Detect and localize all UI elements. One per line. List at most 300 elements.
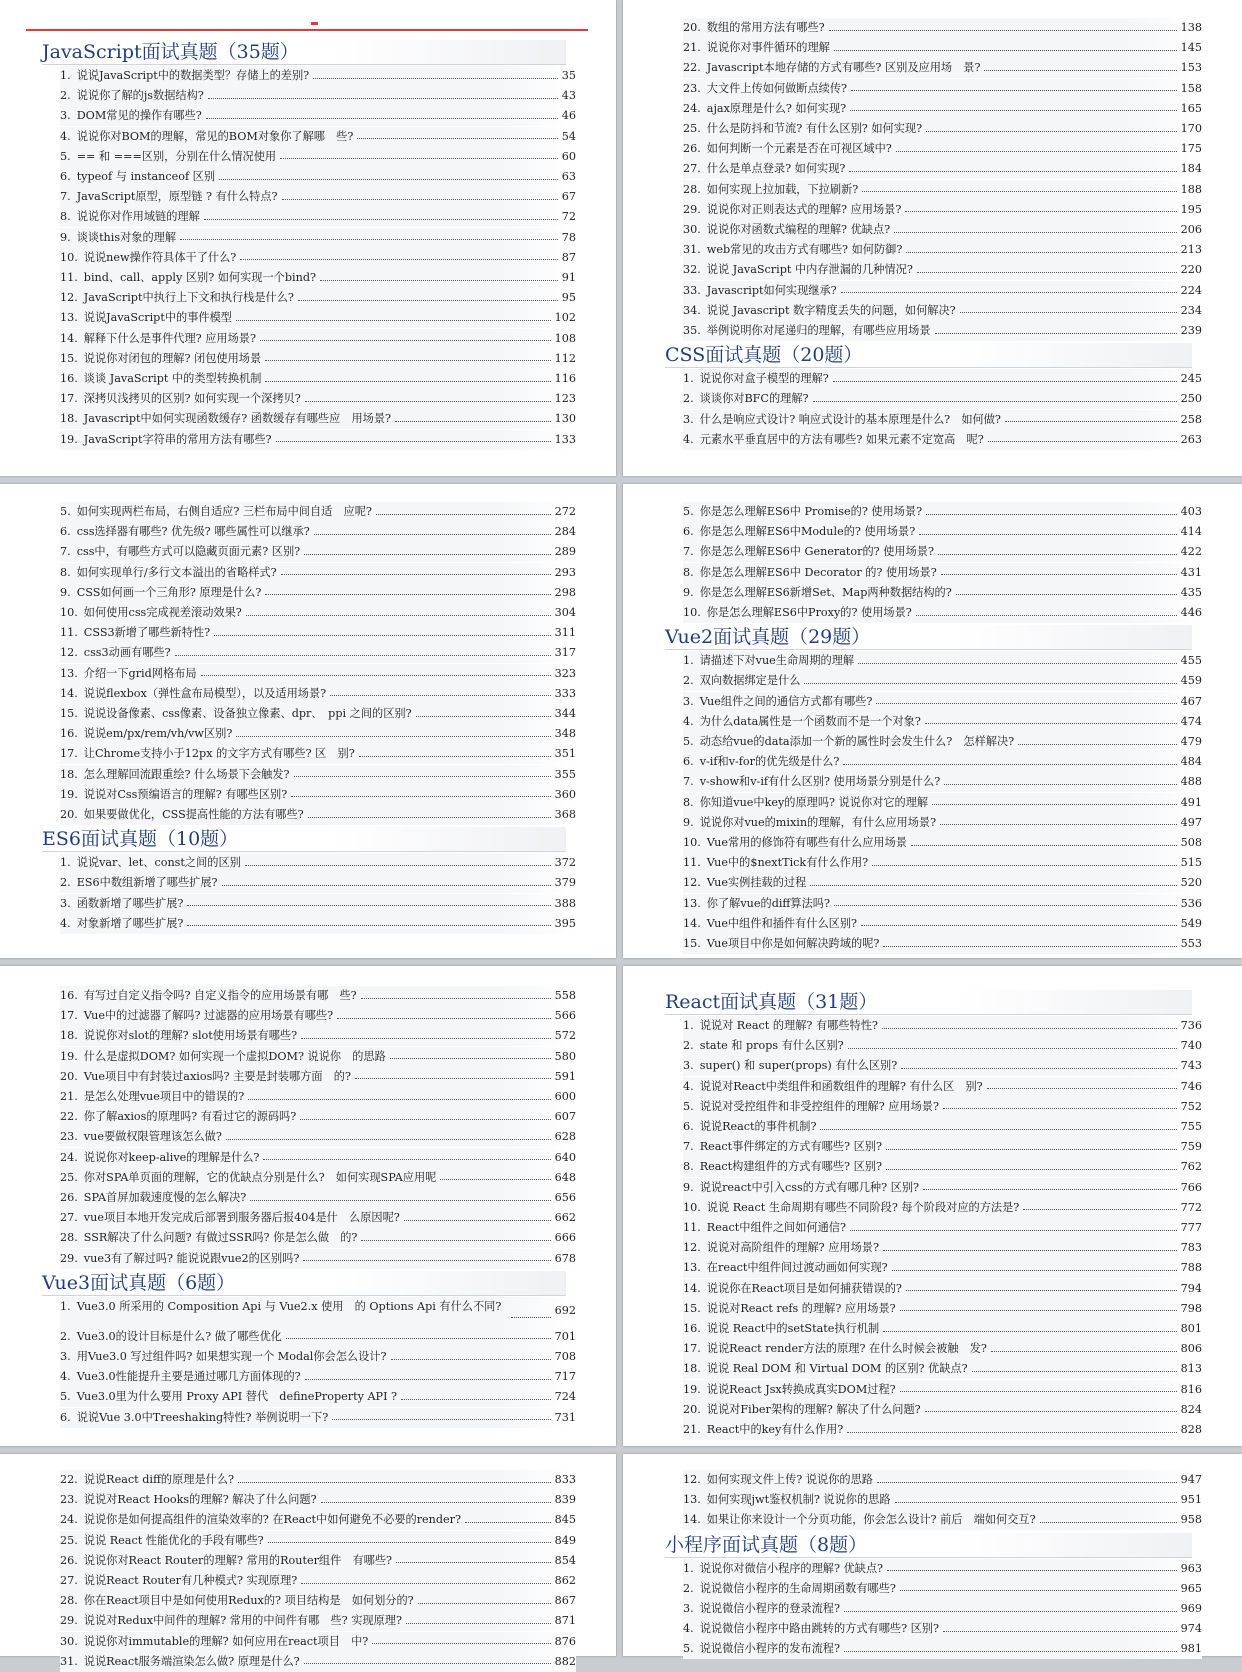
dot-leader: [313, 78, 558, 79]
entry-title: 说说JavaScript中的数据类型？存储上的差别?: [76, 69, 310, 82]
toc-entry[interactable]: [683, 873, 1202, 893]
entry-page-number: 692: [554, 1303, 576, 1317]
entry-page-number: 351: [554, 747, 576, 761]
toc-page-1: [0, 0, 616, 476]
toc-page-3: [0, 484, 616, 958]
toc-entry[interactable]: [60, 1026, 576, 1046]
dot-leader: [940, 824, 1177, 825]
toc-entry[interactable]: [60, 288, 576, 308]
entry-page-number: 145: [1180, 41, 1202, 55]
toc-entry[interactable]: [683, 240, 1202, 260]
entry-number: 12.: [683, 876, 701, 890]
toc-entry[interactable]: [60, 542, 576, 562]
dot-leader: [991, 1351, 1177, 1352]
entry-number: 10.: [683, 836, 701, 849]
toc-entry[interactable]: [60, 1652, 576, 1672]
entry-number: 7.: [683, 545, 694, 559]
toc-entry[interactable]: [60, 623, 576, 643]
toc-entry[interactable]: [683, 1016, 1202, 1036]
entry-number: 16.: [60, 989, 78, 1002]
entry-title: 说说你对盒子模型的理解?: [699, 372, 829, 386]
toc-entry[interactable]: [60, 1208, 576, 1228]
toc-entry[interactable]: [683, 752, 1202, 772]
entry-title: 谈谈 JavaScript 中的类型转换机制: [83, 372, 262, 385]
entry-title: 如何实现单行/多行文本溢出的省略样式?: [76, 565, 277, 579]
entry-page-number: 304: [554, 606, 576, 619]
toc-entry[interactable]: [683, 671, 1202, 691]
toc-entry[interactable]: [683, 583, 1202, 603]
entry-title: 说说对React refs 的理解? 应用场景?: [706, 1301, 896, 1315]
entry-page-number: 479: [1180, 735, 1202, 748]
toc-entry[interactable]: [60, 1571, 576, 1591]
toc-entry[interactable]: [683, 1097, 1202, 1117]
dot-leader: [304, 1663, 551, 1664]
entry-title: 你了解vue的diff算法吗?: [706, 896, 830, 910]
entry-page-number: 491: [1180, 795, 1202, 809]
entry-number: 8.: [683, 795, 694, 809]
toc-page-5: [0, 966, 616, 1446]
dot-leader: [187, 905, 550, 906]
entry-number: 26.: [60, 1191, 78, 1204]
dot-leader: [304, 554, 550, 555]
toc-entry[interactable]: [60, 1148, 576, 1168]
dot-leader: [988, 441, 1177, 442]
dot-leader: [401, 1399, 551, 1400]
entry-number: 4.: [683, 432, 694, 446]
toc-entry[interactable]: [60, 1510, 576, 1530]
entry-page-number: 777: [1180, 1221, 1202, 1234]
toc-entry[interactable]: [60, 147, 576, 167]
toc-entry[interactable]: [60, 914, 576, 934]
toc-entry[interactable]: [60, 409, 576, 429]
dot-leader: [361, 1240, 550, 1241]
entry-number: 4.: [60, 1370, 71, 1384]
entry-title: 大文件上传如何做断点续传?: [706, 81, 848, 95]
toc-entry[interactable]: [60, 1127, 576, 1147]
entry-title: 有写过自定义指令吗? 自定义指令的应用场景有哪 些?: [83, 989, 357, 1002]
entry-title: 用Vue3.0 写过组件吗? 如果想实现一个 Modal你会怎么设计?: [76, 1350, 387, 1363]
entry-number: 14.: [60, 331, 78, 345]
entry-page-number: 876: [554, 1634, 576, 1648]
dot-leader: [905, 211, 1176, 212]
toc-entry[interactable]: [60, 389, 576, 409]
toc-entry[interactable]: [60, 805, 576, 825]
toc-entry[interactable]: [683, 38, 1202, 58]
toc-entry[interactable]: [683, 1137, 1202, 1157]
toc-entry[interactable]: [60, 986, 576, 1006]
toc-entry[interactable]: [60, 1327, 576, 1347]
dot-leader: [926, 514, 1176, 515]
toc-entry[interactable]: [60, 268, 576, 288]
entry-title: 说说 JavaScript 中内存泄漏的几种情况?: [706, 263, 913, 277]
toc-entry[interactable]: [60, 430, 576, 450]
toc-entry[interactable]: [60, 853, 576, 873]
entry-number: 1.: [683, 654, 694, 668]
toc-entry[interactable]: [60, 603, 576, 623]
dot-leader: [882, 1028, 1177, 1029]
toc-entry[interactable]: [683, 1639, 1202, 1659]
entry-number: 8.: [60, 565, 71, 579]
toc-entry[interactable]: [683, 732, 1202, 752]
toc-entry[interactable]: [683, 389, 1202, 409]
entry-number: 20.: [60, 1069, 78, 1083]
toc-entry[interactable]: [683, 1218, 1202, 1238]
entry-title: 双向数据绑定是什么: [699, 674, 801, 688]
dot-leader: [883, 1250, 1177, 1251]
entry-number: 28.: [60, 1594, 78, 1608]
toc-entry[interactable]: [60, 1367, 576, 1387]
toc-entry[interactable]: [683, 772, 1202, 792]
toc-entry[interactable]: [683, 99, 1202, 119]
toc-entry[interactable]: [683, 934, 1202, 954]
dot-leader: [896, 151, 1177, 152]
dot-leader: [960, 312, 1177, 313]
entry-page-number: 175: [1180, 142, 1202, 156]
entry-title: 说说 React 性能优化的手段有哪些?: [83, 1533, 264, 1547]
toc-entry[interactable]: [60, 894, 576, 914]
entry-title: 如何实现文件上传? 说说你的思路: [706, 1473, 873, 1486]
toc-entry[interactable]: [683, 1077, 1202, 1097]
toc-entry[interactable]: [683, 281, 1202, 301]
entry-page-number: 67: [561, 190, 576, 204]
toc-entry[interactable]: [683, 651, 1202, 671]
toc-entry[interactable]: [683, 894, 1202, 914]
toc-entry[interactable]: [60, 369, 576, 389]
toc-entry[interactable]: [60, 1531, 576, 1551]
toc-entry[interactable]: [683, 1470, 1202, 1490]
entry-page-number: 794: [1180, 1281, 1202, 1295]
dot-leader: [248, 1099, 550, 1100]
entry-page-number: 355: [554, 767, 576, 781]
entry-number: 8.: [683, 565, 694, 579]
dot-leader: [294, 776, 551, 777]
toc-entry[interactable]: [683, 430, 1202, 450]
toc-entry[interactable]: [683, 1036, 1202, 1056]
toc-entry[interactable]: [60, 86, 576, 106]
toc-entry[interactable]: [683, 1319, 1202, 1339]
toc-entry[interactable]: [683, 119, 1202, 139]
toc-entry[interactable]: [683, 1359, 1202, 1379]
entry-number: 30.: [683, 223, 701, 236]
entry-page-number: 824: [1180, 1402, 1202, 1416]
dot-leader: [245, 865, 551, 866]
toc-entry[interactable]: [60, 1228, 576, 1248]
entry-page-number: 293: [554, 565, 576, 579]
toc-entry[interactable]: [60, 1087, 576, 1107]
entry-number: 9.: [683, 815, 694, 829]
toc-entry[interactable]: [60, 1249, 576, 1269]
toc-entry[interactable]: [683, 522, 1202, 542]
toc-entry[interactable]: [683, 1056, 1202, 1076]
toc-entry[interactable]: [60, 1490, 576, 1510]
toc-entry[interactable]: [60, 207, 576, 227]
toc-entry[interactable]: [60, 106, 576, 126]
entry-title: 说说你了解的js数据结构?: [76, 89, 204, 103]
toc-entry[interactable]: [683, 1258, 1202, 1278]
toc-entry[interactable]: [683, 410, 1202, 430]
entry-number: 1.: [60, 69, 71, 82]
toc-entry[interactable]: [683, 1157, 1202, 1177]
entry-title: CSS如何画一个三角形? 原理是什么?: [76, 585, 262, 599]
dot-leader: [337, 1018, 551, 1019]
toc-entry[interactable]: [683, 502, 1202, 522]
toc-entry[interactable]: [683, 712, 1202, 732]
dot-leader: [956, 594, 1177, 595]
entry-number: 26.: [60, 1553, 78, 1567]
toc-page-7: [0, 1454, 616, 1668]
toc-entry[interactable]: [60, 684, 576, 704]
toc-entry[interactable]: [683, 1380, 1202, 1400]
toc-entry[interactable]: [683, 1579, 1202, 1599]
toc-entry[interactable]: [60, 502, 576, 522]
toc-entry[interactable]: [60, 349, 576, 369]
entry-page-number: 206: [1180, 223, 1202, 236]
entry-page-number: 250: [1180, 392, 1202, 406]
toc-entry[interactable]: [60, 664, 576, 684]
toc-entry[interactable]: [60, 1347, 576, 1367]
entry-page-number: 379: [554, 876, 576, 890]
toc-entry[interactable]: [683, 1420, 1202, 1440]
toc-entry[interactable]: [683, 833, 1202, 853]
entry-page-number: 435: [1180, 585, 1202, 599]
toc-entry[interactable]: [683, 914, 1202, 934]
toc-entry[interactable]: [683, 200, 1202, 220]
entry-page-number: 455: [1180, 654, 1202, 668]
entry-title: 说说Vue 3.0中Treeshaking特性? 举例说明一下?: [76, 1410, 329, 1424]
entry-page-number: 648: [554, 1170, 576, 1184]
toc-entry[interactable]: [683, 1178, 1202, 1198]
toc-entry[interactable]: [60, 704, 576, 724]
toc-entry[interactable]: [683, 159, 1202, 179]
dot-leader: [901, 1068, 1176, 1069]
toc-page-4: [623, 484, 1242, 958]
toc-entry[interactable]: [683, 603, 1202, 623]
toc-entry[interactable]: [60, 1408, 576, 1428]
toc-entry[interactable]: [683, 692, 1202, 712]
entry-page-number: 558: [554, 989, 576, 1002]
dot-leader: [911, 845, 1177, 846]
entry-title: Vue中的过滤器了解吗? 过滤器的应用场景有哪些?: [83, 1009, 334, 1023]
entry-title: 说说微信小程序的发布流程?: [699, 1642, 840, 1656]
entry-number: 4.: [60, 916, 71, 930]
entry-page-number: 981: [1180, 1642, 1202, 1656]
entry-title: 说说你对BOM的理解，常见的BOM对象你了解哪 些?: [76, 129, 354, 143]
entry-number: 11.: [683, 856, 701, 870]
dot-leader: [861, 925, 1177, 926]
entry-page-number: 951: [1180, 1493, 1202, 1507]
entry-number: 29.: [60, 1251, 78, 1265]
entry-title: 介绍一下grid网格布局: [83, 666, 197, 680]
entry-number: 24.: [60, 1513, 78, 1527]
toc-entry[interactable]: [60, 1611, 576, 1631]
entry-number: 25.: [683, 122, 701, 135]
toc-entry[interactable]: [683, 18, 1202, 38]
entry-page-number: 95: [561, 291, 576, 305]
entry-page-number: 459: [1180, 674, 1202, 688]
toc-entry[interactable]: [60, 1470, 576, 1490]
dot-leader: [987, 1088, 1177, 1089]
entry-title: css3动画有哪些?: [83, 646, 171, 660]
entry-title: React事件绑定的方式有哪些? 区别?: [699, 1140, 882, 1154]
entry-title: 谈谈你对BFC的理解?: [699, 392, 809, 406]
entry-title: bind、call、apply 区别? 如何实现一个bind?: [83, 271, 316, 284]
entry-page-number: 708: [554, 1350, 576, 1363]
entry-page-number: 130: [554, 412, 576, 426]
toc-entry[interactable]: [60, 765, 576, 785]
entry-page-number: 184: [1180, 162, 1202, 176]
entry-title: 元素水平垂直居中的方法有哪些? 如果元素不定宽高 呢?: [699, 432, 984, 446]
toc-entry[interactable]: [60, 1067, 576, 1087]
toc-entry[interactable]: [60, 583, 576, 603]
toc-entry[interactable]: [683, 139, 1202, 159]
toc-entry[interactable]: [60, 1591, 576, 1611]
entry-title: 什么是虚拟DOM? 如何实现一个虚拟DOM? 说说你 的思路: [83, 1049, 386, 1063]
entry-number: 19.: [683, 1382, 701, 1396]
toc-entry[interactable]: [60, 1168, 576, 1188]
entry-title: JavaScript原型，原型链 ? 有什么特点?: [76, 190, 278, 204]
toc-entry[interactable]: [683, 853, 1202, 873]
entry-page-number: 78: [561, 230, 576, 244]
dot-leader: [260, 340, 551, 341]
toc-entry[interactable]: [60, 724, 576, 744]
entry-number: 14.: [60, 686, 78, 700]
toc-entry[interactable]: [683, 1510, 1202, 1530]
entry-page-number: 736: [1180, 1019, 1202, 1032]
entry-page-number: 806: [1180, 1342, 1202, 1356]
entry-number: 12.: [683, 1473, 701, 1486]
toc-entry[interactable]: [60, 329, 576, 349]
entry-page-number: 63: [561, 170, 576, 183]
entry-number: 31.: [683, 243, 701, 257]
entry-title: Javascript本地存储的方式有哪些? 区别及应用场 景?: [706, 61, 981, 75]
entry-title: SSR解决了什么问题? 有做过SSR吗? 你是怎么做 的?: [83, 1231, 358, 1245]
entry-title: 说说你对正则表达式的理解? 应用场景?: [706, 202, 902, 216]
toc-entry[interactable]: [683, 1599, 1202, 1619]
toc-entry[interactable]: [683, 220, 1202, 240]
dot-leader: [404, 1220, 551, 1221]
entry-number: 5.: [60, 505, 71, 518]
dot-leader: [301, 1038, 551, 1039]
dot-leader: [219, 179, 558, 180]
toc-entry[interactable]: [683, 1299, 1202, 1319]
entry-page-number: 72: [561, 210, 576, 224]
dot-leader: [848, 1048, 1177, 1049]
toc-entry[interactable]: [683, 180, 1202, 200]
entry-title: Vue实例挂载的过程: [706, 876, 807, 890]
entry-title: React中组件之间如何通信?: [706, 1221, 846, 1234]
entry-page-number: 717: [554, 1370, 576, 1384]
toc-entry[interactable]: [60, 1632, 576, 1652]
entry-title: 你了解axios的原理吗? 有看过它的源码吗?: [83, 1110, 297, 1124]
toc-entry[interactable]: [683, 793, 1202, 813]
toc-entry[interactable]: [60, 643, 576, 663]
entry-number: 15.: [60, 351, 78, 365]
entry-page-number: 854: [554, 1553, 576, 1567]
entry-title: v-if和v-for的优先级是什么?: [699, 755, 840, 769]
toc-entry[interactable]: [683, 1117, 1202, 1137]
entry-title: super() 和 super(props) 有什么区别?: [699, 1059, 898, 1073]
entry-number: 10.: [60, 606, 78, 619]
dot-leader: [390, 1058, 551, 1059]
toc-entry[interactable]: [683, 813, 1202, 833]
entry-page-number: 317: [554, 646, 576, 660]
entry-number: 19.: [60, 432, 78, 446]
entry-number: 34.: [683, 303, 701, 317]
toc-entry[interactable]: [683, 1490, 1202, 1510]
toc-entry[interactable]: [60, 744, 576, 764]
toc-entry[interactable]: [60, 1107, 576, 1127]
toc-entry[interactable]: [60, 522, 576, 542]
entry-page-number: 368: [554, 808, 576, 821]
toc-entry[interactable]: [60, 1006, 576, 1026]
toc-entry[interactable]: [683, 1279, 1202, 1299]
toc-entry[interactable]: [683, 79, 1202, 99]
entry-title: web常见的攻击方式有哪些? 如何防御?: [706, 243, 903, 257]
toc-entry[interactable]: [683, 1339, 1202, 1359]
entry-title: 你是怎么理解ES6中 Decorator 的? 使用场景?: [699, 565, 937, 579]
toc-entry[interactable]: [683, 321, 1202, 341]
toc-entry[interactable]: [683, 260, 1202, 280]
toc-entry[interactable]: [683, 369, 1202, 389]
entry-page-number: 963: [1180, 1561, 1202, 1575]
toc-entry[interactable]: [683, 542, 1202, 562]
toc-entry[interactable]: [60, 248, 576, 268]
toc-entry[interactable]: [60, 66, 576, 86]
toc-entry[interactable]: [60, 1387, 576, 1407]
page-header-mark: [311, 22, 318, 25]
toc-entry[interactable]: [683, 1400, 1202, 1420]
entry-number: 25.: [60, 1533, 78, 1547]
toc-entry[interactable]: [60, 873, 576, 893]
dot-leader: [222, 885, 551, 886]
entry-number: 18.: [683, 1362, 701, 1376]
toc-entry[interactable]: [683, 1619, 1202, 1639]
entry-number: 5.: [683, 1642, 694, 1656]
entry-title: 说说对React Hooks的理解? 解决了什么问题?: [83, 1493, 317, 1507]
entry-number: 14.: [683, 1513, 701, 1527]
toc-entry[interactable]: [683, 58, 1202, 78]
entry-page-number: 536: [1180, 896, 1202, 910]
entry-page-number: 431: [1180, 565, 1202, 579]
entry-number: 26.: [683, 142, 701, 156]
toc-entry[interactable]: [60, 127, 576, 147]
toc-entry[interactable]: [60, 187, 576, 207]
entry-number: 4.: [683, 1622, 694, 1636]
dot-leader: [883, 1331, 1177, 1332]
toc-entry[interactable]: [683, 1238, 1202, 1258]
toc-entry[interactable]: [60, 167, 576, 187]
toc-entry[interactable]: [60, 228, 576, 248]
toc-entry[interactable]: [60, 1188, 576, 1208]
dot-leader: [465, 1522, 551, 1523]
toc-entry[interactable]: [683, 563, 1202, 583]
toc-entry[interactable]: [60, 1047, 576, 1067]
entry-page-number: 965: [1180, 1581, 1202, 1595]
entry-number: 30.: [60, 1634, 78, 1648]
toc-entry[interactable]: [683, 1559, 1202, 1579]
entry-number: 2.: [683, 1039, 694, 1053]
entry-page-number: 263: [1180, 432, 1202, 446]
toc-entry[interactable]: [683, 301, 1202, 321]
entry-number: 16.: [60, 372, 78, 385]
toc-entry[interactable]: [683, 1198, 1202, 1218]
toc-entry[interactable]: [60, 1551, 576, 1571]
toc-entry[interactable]: [60, 563, 576, 583]
toc-entry[interactable]: [60, 785, 576, 805]
entry-page-number: 484: [1180, 755, 1202, 769]
dot-leader: [932, 804, 1177, 805]
toc-entry[interactable]: [60, 308, 576, 328]
